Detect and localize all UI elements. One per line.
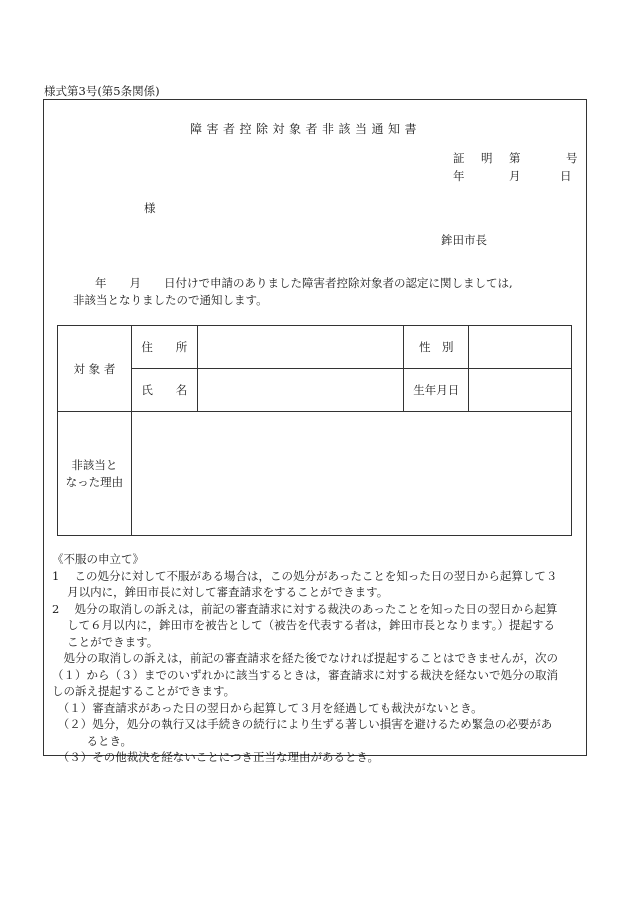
cert-sho: 証 (453, 151, 465, 165)
date-month: 月 (509, 169, 521, 183)
notes-line: ことができます。 (52, 634, 159, 649)
form-number-label: 様式第3号(第5条関係) (44, 84, 160, 98)
subject-label: 対 象 者 (58, 326, 132, 412)
subject-info-table (57, 325, 572, 536)
notes-line: して６月以内に，鉾田市を被告として（被告を代表する者は，鉾田市長となります。）提起する (52, 618, 555, 632)
notes-line: るとき。 (52, 733, 133, 748)
issuer-name: 鉾田市長 (441, 233, 487, 247)
name-label: 氏 名 (131, 369, 197, 412)
date-line (453, 168, 583, 182)
sex-label: 性 別 (404, 326, 469, 369)
name-value-cell (197, 369, 404, 412)
reason-label-line-1: 非該当と (71, 457, 118, 472)
notes-line: （１）審査請求があった日の翌日から起算して３月を経過しても裁決がないとき。 (52, 700, 483, 715)
appeal-notes (52, 551, 587, 766)
cert-mei: 明 (481, 151, 493, 165)
certificate-number-line (453, 150, 583, 164)
notes-line: 処分の取消しの訴えは，前記の審査請求を経た後でなければ提起することはできませんが，次の (52, 651, 558, 665)
dob-label: 生年月日 (404, 369, 469, 412)
date-day: 日 (560, 169, 572, 183)
address-label: 住 所 (131, 326, 197, 369)
date-year: 年 (453, 169, 465, 183)
notes-line: 2 処分の取消しの訴えは，前記の審査請求に対する裁決のあったことを知った日の翌日から起算 (52, 601, 558, 616)
notes-line: （３）その他裁決を経ないことにつき正当な理由があるとき。 (52, 750, 380, 764)
dob-value-cell (469, 369, 572, 412)
body-text-line-2: 非該当となりましたので通知します。 (73, 293, 268, 307)
notes-line: （１）から（３）までのいずれかに該当するときは，審査請求に対する裁決を経ないで処分の取消 (52, 667, 558, 682)
notes-line: 月以内に，鉾田市長に対して審査請求をすることができます。 (52, 585, 389, 599)
reason-label-line-2: なった理由 (65, 474, 124, 489)
cert-go: 号 (566, 151, 578, 165)
address-value-cell (197, 326, 404, 369)
notes-line: 《不服の申立て》 (52, 552, 144, 566)
addressee-suffix: 様 (144, 201, 156, 215)
notes-line: 1 この処分に対して不服がある場合は，この処分があったことを知った日の翌日から起算して３ (52, 568, 558, 583)
notes-line: （２）処分，処分の執行又は手続きの続行により生ずる著しい損害を避けるため緊急の必要があ (52, 717, 553, 731)
cert-dai: 第 (509, 151, 521, 165)
sex-value-cell (469, 326, 572, 369)
reason-value-cell (131, 412, 571, 536)
body-text-line-1: 年 月 日付けで申請のありました障害者控除対象者の認定に関しましては, (95, 276, 513, 290)
document-title: 障害者控除対象者非該当通知書 (190, 122, 422, 136)
reason-label (58, 412, 132, 536)
notes-line: しの訴え提起することができます。 (52, 684, 236, 698)
